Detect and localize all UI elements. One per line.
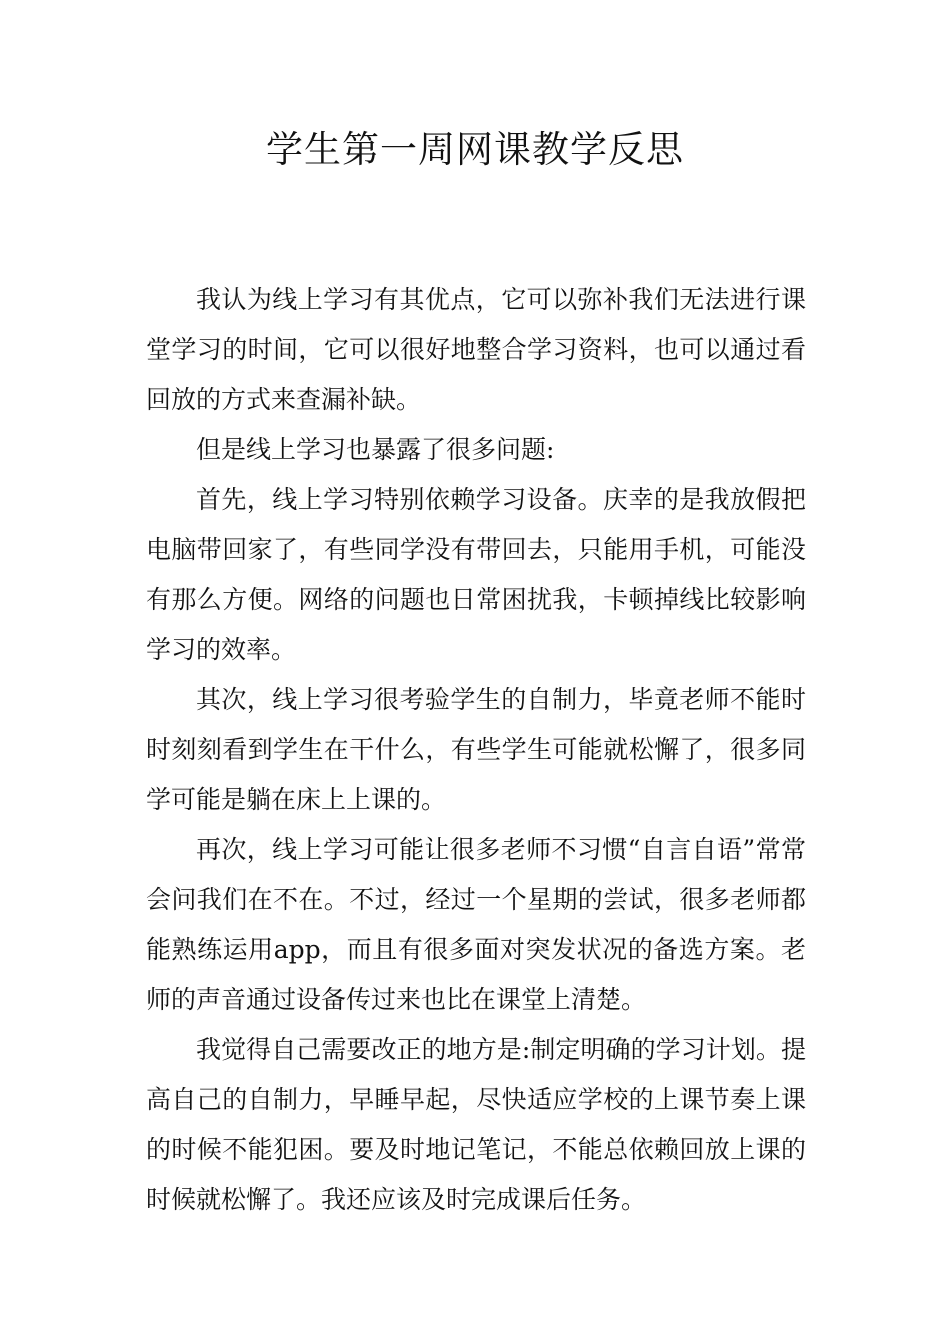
- paragraph-second-self-control: 其次，线上学习很考验学生的自制力，毕竟老师不能时时刻刻看到学生在干什么，有些学生可能就松懈了，很多同学可能是躺在床上上课的。: [146, 685, 806, 814]
- paragraph-improvements: 我觉得自己需要改正的地方是:制定明确的学习计划。提高自己的自制力，早睡早起，尽快适应学校的上课节奏上课的时候不能犯困。要及时地记笔记，不能总依赖回放上课的时候就松懈了。我还应该及时完成课后任务。: [146, 1035, 806, 1214]
- document-title: 学生第一周网课教学反思: [266, 128, 684, 171]
- paragraph-third-teachers: 再次，线上学习可能让很多老师不习惯“自言自语”常常会问我们在不在。不过，经过一个星期的尝试，很多老师都能熟练运用app，而且有很多面对突发状况的备选方案。老师的声音通过设备传过来也比在课堂上清楚。: [146, 835, 806, 1014]
- document-body: [146, 275, 806, 1225]
- paragraph-problems-intro: 但是线上学习也暴露了很多问题:: [196, 435, 555, 464]
- paragraph-first-device: 首先，线上学习特别依赖学习设备。庆幸的是我放假把电脑带回家了，有些同学没有带回去，只能用手机，可能没有那么方便。网络的问题也日常困扰我，卡顿掉线比较影响学习的效率。: [146, 485, 806, 664]
- paragraph-advantages: 我认为线上学习有其优点，它可以弥补我们无法进行课堂学习的时间，它可以很好地整合学习资料，也可以通过看回放的方式来查漏补缺。: [146, 285, 806, 414]
